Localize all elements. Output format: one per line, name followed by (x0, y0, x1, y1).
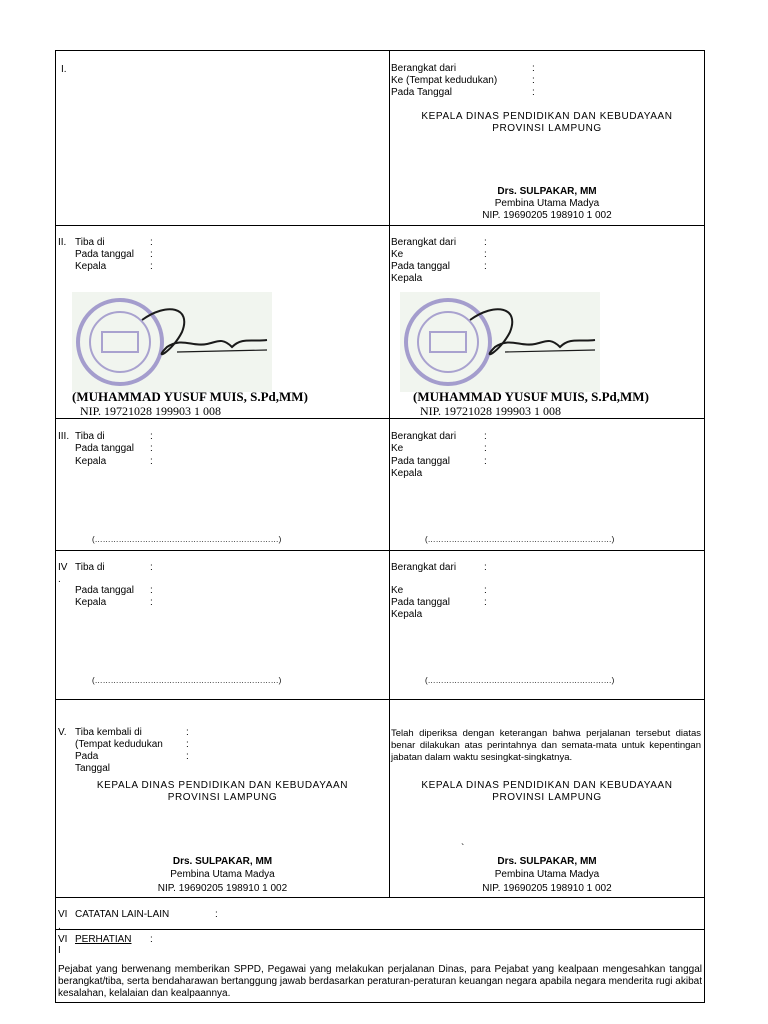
head-label: Kepala (75, 456, 107, 467)
section-1-number: I. (61, 64, 67, 75)
official-stamp-signature-left (72, 292, 272, 392)
section-3-number: III. (58, 431, 70, 442)
head-title-line1: KEPALA DINAS PENDIDIKAN DAN KEBUDAYAAN (421, 780, 673, 791)
arrive-at-label: Tiba di (75, 562, 105, 573)
signature-placeholder-right: (……………………………………………………………) (425, 535, 615, 544)
colon: : (484, 237, 487, 248)
colon: : (484, 562, 487, 573)
tick-mark: ` (461, 843, 465, 854)
head-label: Kepala (391, 609, 423, 620)
row-divider-3 (56, 550, 704, 551)
section-4-dot: . (58, 574, 61, 585)
to-base-label: Ke (Tempat kedudukan) (391, 75, 498, 86)
on-date-label: Pada tanggal (75, 249, 134, 260)
on-date-label: Pada tanggal (391, 597, 450, 608)
signer-name-left: (MUHAMMAD YUSUF MUIS, S.Pd,MM) (72, 389, 308, 404)
colon: : (150, 934, 153, 945)
colon: : (150, 443, 153, 454)
head-title-line1: KEPALA DINAS PENDIDIKAN DAN KEBUDAYAAN (96, 780, 349, 791)
on-label: Pada (75, 751, 99, 762)
verification-statement: Telah diperiksa dengan keterangan bahwa perjalanan tersebut diatas benar dilakukan atas perintahnya dan semata-mata untuk kepentingan jabatan dalam waktu sesingkat-singkatnya. (391, 728, 701, 763)
row-divider-1 (56, 225, 704, 226)
signer-name-right: (MUHAMMAD YUSUF MUIS, S.Pd,MM) (413, 389, 649, 404)
section-5-number: V. (58, 727, 67, 738)
colon: : (150, 261, 153, 272)
signature-placeholder-left: (……………………………………………………………) (92, 676, 282, 685)
signer-nip: NIP. 19690205 198910 1 002 (482, 883, 612, 894)
head-title-line2: PROVINSI LAMPUNG (492, 792, 602, 803)
section-4-number: IV (58, 562, 68, 573)
signer-rank: Pembina Utama Madya (494, 198, 600, 209)
signer-name: Drs. SULPAKAR, MM (497, 186, 597, 197)
head-label: Kepala (391, 468, 423, 479)
section-7-suffix: I (58, 945, 61, 956)
depart-from-label: Berangkat dari (391, 237, 457, 248)
colon: : (484, 597, 487, 608)
head-title-line2: PROVINSI LAMPUNG (492, 123, 602, 134)
section-2-number: II. (58, 237, 67, 248)
head-title-line1: KEPALA DINAS PENDIDIKAN DAN KEBUDAYAAN (421, 111, 673, 122)
colon: : (484, 261, 487, 272)
colon: : (484, 443, 487, 454)
arrive-at-label: Tiba di (75, 237, 105, 248)
colon: : (150, 585, 153, 596)
colon: : (484, 585, 487, 596)
row-divider-5 (56, 897, 704, 898)
section-6-number: VI (58, 909, 68, 920)
colon: : (150, 249, 153, 260)
colon: : (186, 727, 189, 738)
column-divider (389, 51, 390, 897)
signer-name: Drs. SULPAKAR, MM (497, 856, 597, 867)
row-divider-2 (56, 418, 704, 419)
signer-nip: NIP. 19690205 198910 1 002 (482, 210, 612, 221)
signer-nip: NIP. 19690205 198910 1 002 (157, 883, 288, 894)
notes-label: CATATAN LAIN-LAIN (75, 909, 170, 920)
on-date-label: Pada tanggal (391, 456, 450, 467)
depart-from-label: Berangkat dari (391, 431, 457, 442)
row-divider-6 (56, 929, 704, 930)
on-date-label: Pada Tanggal (391, 87, 452, 98)
signature-placeholder-right: (……………………………………………………………) (425, 676, 615, 685)
on-date-label: Pada tanggal (75, 443, 134, 454)
head-label: Kepala (391, 273, 423, 284)
on-date-label: Pada tanggal (75, 585, 134, 596)
colon: : (150, 431, 153, 442)
section-6-dot: . (58, 921, 61, 932)
signature-placeholder-left: (……………………………………………………………) (92, 535, 282, 544)
head-title-line2: PROVINSI LAMPUNG (167, 792, 278, 803)
official-stamp-signature-right (400, 292, 600, 392)
colon: : (215, 909, 218, 920)
date-label: Tanggal (75, 763, 111, 774)
arrive-at-label: Tiba di (75, 431, 105, 442)
signer-rank: Pembina Utama Madya (494, 869, 600, 880)
signer-name: Drs. SULPAKAR, MM (172, 856, 273, 867)
depart-from-label: Berangkat dari (391, 562, 457, 573)
depart-from-label: Berangkat dari (391, 63, 457, 74)
return-at-label: Tiba kembali di (75, 727, 142, 738)
colon: : (532, 75, 535, 86)
base-label: (Tempat kedudukan (75, 739, 163, 750)
on-date-label: Pada tanggal (391, 261, 450, 272)
attention-label: PERHATIAN (75, 934, 132, 945)
signer-rank: Pembina Utama Madya (170, 869, 275, 880)
colon: : (186, 739, 189, 750)
head-label: Kepala (75, 597, 107, 608)
head-label: Kepala (75, 261, 107, 272)
attention-text: Pejabat yang berwenang memberikan SPPD, Pegawai yang melakukan perjalanan Dinas, para Pejabat yang kealpaan mengesahkan tanggal berangkat/tiba, serta bendaharawan bertanggung jawab berdasarkan peraturan-peraturan keuangan negara apabila negara menderita rugi akibat kesalahan, kelalaian dan kealpaannya. (58, 964, 702, 999)
colon: : (484, 456, 487, 467)
colon: : (150, 562, 153, 573)
colon: : (532, 87, 535, 98)
colon: : (150, 597, 153, 608)
colon: : (532, 63, 535, 74)
to-label: Ke (391, 585, 404, 596)
signer-nip-left: NIP. 19721028 199903 1 008 (80, 404, 222, 418)
signer-nip-right: NIP. 19721028 199903 1 008 (420, 404, 562, 418)
to-label: Ke (391, 249, 404, 260)
colon: : (484, 431, 487, 442)
colon: : (150, 456, 153, 467)
colon: : (150, 237, 153, 248)
to-label: Ke (391, 443, 404, 454)
section-7-number: VI (58, 934, 68, 945)
colon: : (484, 249, 487, 260)
row-divider-4 (56, 699, 704, 700)
colon: : (186, 751, 189, 762)
